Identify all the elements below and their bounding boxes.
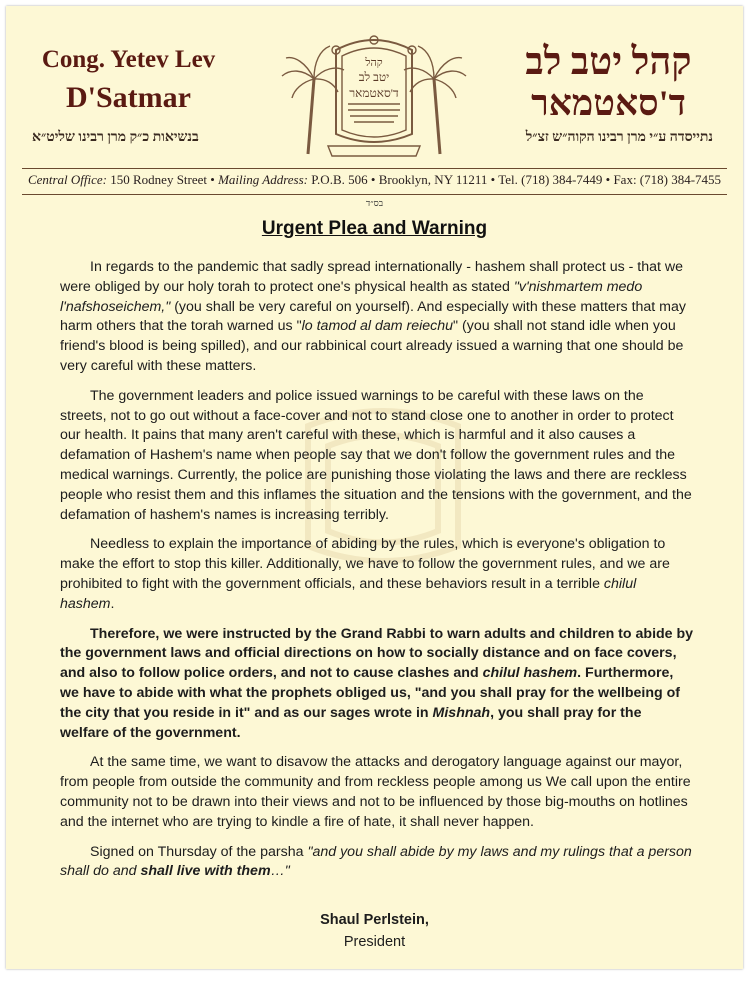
emblem-text-line3: ד'סאטמאר [349, 86, 399, 100]
paragraph-text-run: At the same time, we want to disavow the attacks and derogatory language against our mayor, from people from outside the community and from reckless people among us We call upon the entire community not to be drawn into their views and not to be influenced by those big-mouths on hotlines and the internet who are trying to kindle a fire of hate, it shall never happen. [60, 754, 691, 830]
central-office-value: 150 Rodney Street [110, 172, 208, 187]
paragraph-text-run: chilul hashem [60, 575, 637, 612]
letter-paragraph [60, 753, 694, 832]
paragraph-text-run: Needless to explain the importance of abiding by the rules, which is everyone's obligation to make the effort to stop this killer. Additionally, we have to follow the government rules, and we are prohibited to fight with the government officials, and these behaviors result in a terrible [60, 536, 670, 592]
letterhead-rule-bottom [22, 194, 727, 195]
bsd-mark: בס״ד [365, 198, 384, 208]
letter-paragraph [60, 535, 694, 614]
paragraph-text-run: In regards to the pandemic that sadly spread internationally - hashem shall protect us - that we were obliged by our holy torah to protect one's physical health as stated [60, 259, 684, 295]
paragraph-text-run: " (you shall not stand idle when you friend's blood is being spilled), and our rabbinical court already issued a warning that one should be very careful with these matters. [60, 318, 684, 374]
contact-line [24, 172, 725, 188]
signer-name: Shaul Perlstein, [320, 912, 429, 928]
paragraph-text-run: Signed on Thursday of the parsha [90, 843, 308, 860]
paragraph-text-run: Therefore, we were instructed by the Grand Rabbi to warn adults and children to abide by the government laws and official directions on how to socially distance and on face covers, and also to follow police orders, and not to cause clashes and [60, 625, 694, 682]
mailing-value: P.O.B. 506 [311, 172, 368, 187]
letterhead-rule-top [22, 168, 727, 169]
hebrew-name-line2: ד'סאטמאר [531, 83, 686, 123]
letter-paragraph [60, 843, 694, 883]
paragraph-text-run: . [110, 595, 115, 612]
paragraph-text-run: (you shall be very careful on yourself). And especially with these matters that may harm others that the torah warned us " [60, 298, 686, 335]
hebrew-subtitle-right: נתייסדה ע״י מרן רבינו הקוה״ש זצ״ל [525, 130, 713, 145]
signature-block [6, 912, 743, 950]
central-office-label: Central Office: [27, 172, 108, 187]
letter-paragraph [60, 625, 694, 744]
emblem-text-line2: יטב לב [358, 70, 390, 84]
paragraph-text-run: "and you shall abide by my laws and my rulings that a person shall do and [60, 843, 692, 880]
letter-body [60, 258, 694, 892]
contact-separator: • [210, 172, 219, 187]
fax-value: Fax: (718) 384-7455 [613, 172, 722, 187]
paragraph-text-run: lo tamod al dam reiechu [301, 318, 454, 335]
document-title: Urgent Plea and Warning [261, 218, 488, 239]
contact-separator: • [605, 172, 614, 187]
paragraph-text-run: Mishnah [432, 704, 491, 721]
city-value: Brooklyn, NY 11211 [378, 172, 488, 187]
paragraph-text-run: "v'nishmartem medo l'nafshoseichem," [60, 278, 643, 315]
english-name-line2: D'Satmar [66, 81, 191, 114]
contact-separator: • [490, 172, 499, 187]
letter-paragraph [60, 258, 694, 377]
paragraph-text-run: shall live with them [140, 863, 271, 880]
paragraph-text-run: …" [270, 863, 290, 880]
hebrew-subtitle-left: בנשיאות כ״ק מרן רבינו שליט״א [32, 130, 199, 145]
paragraph-text-run: The government leaders and police issued warnings to be careful with these laws on the streets, not to go out without a face-cover and not to stand close one to another in order to protect our health. It pains that many aren't careful with these, which is harmful and it also causes a defamation of Hashem's name when people say that we don't follow the government rules and the medical warnings. Currently, the police are punishing those violating the laws and there are reckless people who resist them and this inflames the situation and the tensions with the government, and the defamation of hashem's names is increasing terribly. [60, 387, 692, 523]
paragraph-text-run: . Furthermore, we have to abide with what the prophets obliged us, "and you shall pray for the wellbeing of the city that you reside in it" and as our sages wrote in [60, 665, 681, 721]
paragraph-text-run: , you shall pray for the welfare of the government. [60, 704, 642, 741]
paragraph-text-run: chilul hashem [482, 665, 578, 682]
letter-paragraph [60, 387, 694, 526]
tel-value: Tel. (718) 384-7449 [498, 172, 603, 187]
emblem-text-line1: קהל [365, 57, 383, 69]
letter-page [6, 6, 743, 969]
congregation-emblem-logo [278, 34, 470, 162]
contact-separator: • [370, 172, 379, 187]
english-name-line1: Cong. Yetev Lev [41, 46, 216, 73]
signer-role: President [343, 934, 406, 950]
mailing-label: Mailing Address: [218, 172, 309, 187]
hebrew-name-line1: קהל יטב לב [525, 41, 692, 83]
